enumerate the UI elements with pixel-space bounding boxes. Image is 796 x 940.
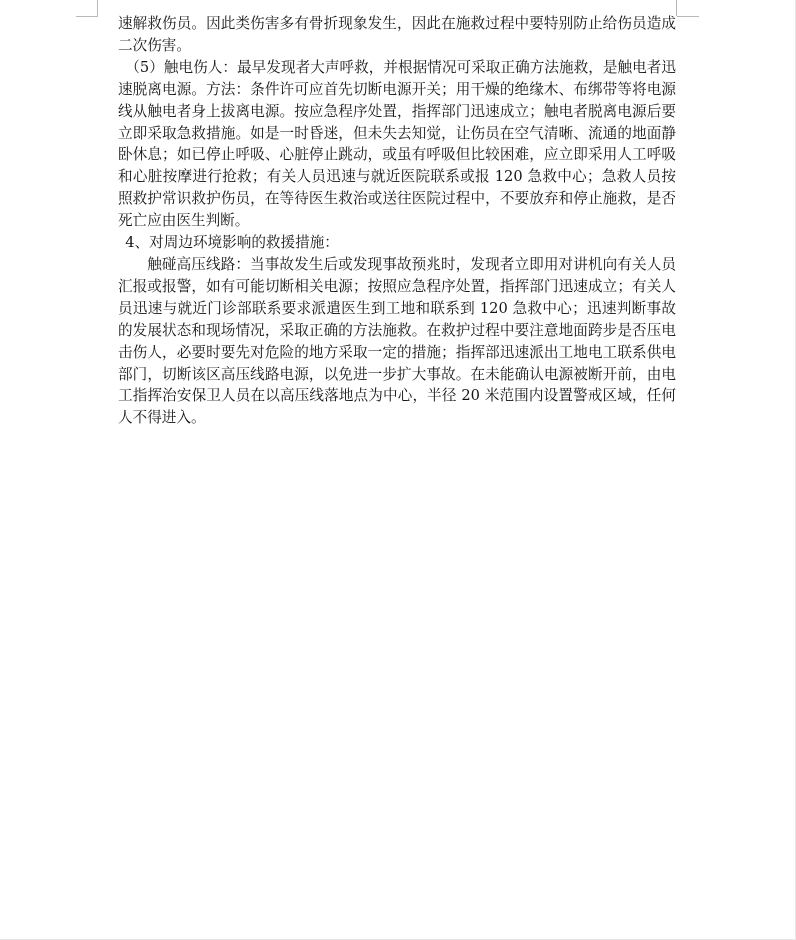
section-heading: 4、对周边环境影响的救援措施： — [125, 234, 339, 252]
paragraph-high-voltage: 触碰高压线路：当事故发生后或发现事故预兆时，发现者立即用对讲机向有关人员汇报或报警，如有可能切断相关电源；按照应急程序处置，指挥部门迅速成立；有关人员迅速与就近门诊部联系要求派遣医生到工地和联系到 120 急救中心；迅速判断事故的发展状态和现场情况，采取正确的方法施救。在救护过程中要注意地面跨步是否压电击伤人，必要时要先对危险的地方采取一定的措施；指挥部迅速派出工地电工联系供电部门，切断该区高压线路电源，以免进一步扩大事故。在未能确认电源被断开前，由电工指挥治安保卫人员在以高压线落地点为中心，半径 20 米范围内设置警戒区域，任何人不得进入。 — [118, 255, 676, 427]
paragraph-electric-shock: （5）触电伤人：最早发现者大声呼救，并根据情况可采取正确方法施救，是触电者迅速脱离电源。方法：条件许可应首先切断电源开关；用干燥的绝缘木、布绑带等将电源线从触电者身上拔离电源。按应急程序处置，指挥部门迅速成立；触电者脱离电源后要立即采取急救措施。如是一时昏迷，但未失去知觉，让伤员在空气清晰、流通的地面静卧休息；如已停止呼吸、心脏停止跳动，或虽有呼吸但比较困难，应立即采用人工呼吸和心脏按摩进行抢救；有关人员迅速与就近医院联系或报 120 急救中心；急救人员按照救护常识救护伤员，在等待医生救治或送往医院过程中，不要放弃和停止施救，是否死亡应由医生判断。 — [118, 58, 676, 230]
margin-corner-mark — [97, 0, 98, 16]
margin-corner-mark — [76, 16, 98, 17]
document-body[interactable] — [118, 13, 676, 429]
margin-corner-mark — [676, 0, 677, 16]
margin-corner-mark — [677, 16, 699, 17]
paragraph-continuation: 速解救伤员。因此类伤害多有骨折现象发生，因此在施救过程中要特别防止给伤员造成二次伤害。 — [118, 15, 676, 54]
